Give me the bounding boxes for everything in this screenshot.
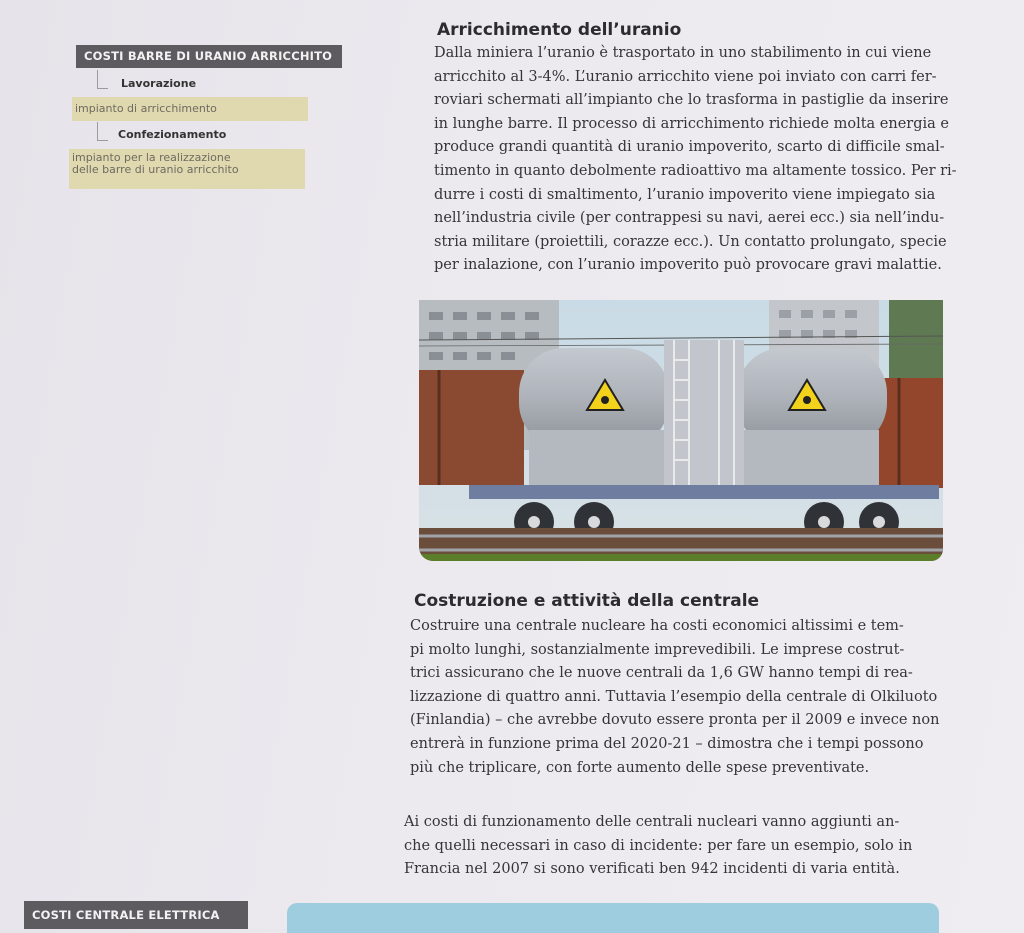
section-title-costruzione: Costruzione e attività della centrale bbox=[414, 591, 760, 611]
text-line: pi molto lunghi, sostanzialmente imprevedibili. Le imprese costrut- bbox=[410, 641, 905, 658]
section-title-arricchimento: Arricchimento dell’uranio bbox=[437, 20, 682, 40]
down-arrow-icon bbox=[97, 122, 108, 141]
text-line: lizzazione di quattro anni. Tuttavia l’esempio della centrale di Olkiluoto bbox=[410, 688, 938, 705]
paragraph-arricchimento bbox=[434, 42, 957, 278]
text-line: Francia nel 2007 si sono verificati ben 942 incidenti di varia entità. bbox=[404, 861, 900, 878]
box-line-1: impianto per la realizzazione bbox=[72, 151, 231, 164]
down-arrow-icon bbox=[97, 70, 108, 89]
text-line: trici assicurano che le nuove centrali da 1,6 GW hanno tempi di rea- bbox=[410, 665, 913, 682]
step-label-lavorazione: Lavorazione bbox=[121, 77, 197, 90]
text-line: roviari schermati all’impianto che lo trasforma in pastiglie da inserire bbox=[434, 92, 949, 109]
text-line: stria militare (proiettili, corazze ecc.). Un contatto prolungato, specie bbox=[434, 233, 947, 250]
box-impianto-barre bbox=[69, 149, 305, 189]
text-line: durre i costi di smaltimento, l’uranio impoverito viene impiegato sia bbox=[434, 186, 936, 203]
box-impianto-arricchimento bbox=[72, 97, 308, 121]
text-line: che quelli necessari in caso di incidente: per fare un esempio, solo in bbox=[404, 837, 913, 854]
text-line: produce grandi quantità di uranio impoverito, scarto di difficile smal- bbox=[434, 139, 945, 156]
paragraph-incidenti bbox=[404, 811, 942, 882]
sidebar-footer-header: COSTI CENTRALE ELETTRICA bbox=[24, 901, 248, 929]
paragraph-costruzione bbox=[410, 615, 940, 780]
sidebar-header: COSTI BARRE DI URANIO ARRICCHITO bbox=[76, 45, 342, 68]
text-line: Costruire una centrale nucleare ha costi economici altissimi e tem- bbox=[410, 618, 904, 634]
text-line: (Finlandia) – che avrebbe dovuto essere pronta per il 2009 e invece non bbox=[410, 712, 940, 729]
text-line: per inalazione, con l’uranio impoverito può provocare gravi malattie. bbox=[434, 257, 942, 274]
text-line: Ai costi di funzionamento delle centrali nucleari vanno aggiunti an- bbox=[404, 814, 900, 830]
text-line: arricchito al 3-4%. L’uranio arricchito viene poi inviato con carri fer- bbox=[434, 68, 937, 85]
text-line: più che triplicare, con forte aumento delle spese preventivate. bbox=[410, 759, 870, 776]
photo-uranium-rail-wagon bbox=[419, 300, 943, 561]
step-label-confezionamento: Confezionamento bbox=[118, 128, 227, 141]
text-line: entrerà in funzione prima del 2020-21 – dimostra che i tempi possono bbox=[410, 735, 924, 752]
text-line: Dalla miniera l’uranio è trasportato in uno stabilimento in cui viene bbox=[434, 45, 932, 61]
text-line: nell’industria civile (per contrappesi su navi, aerei ecc.) sia nell’indu- bbox=[434, 210, 945, 227]
box-label: impianto di arricchimento bbox=[75, 102, 217, 115]
text-line: timento in quanto debolmente radioattivo ma altamente tossico. Per ri- bbox=[434, 162, 957, 179]
box-line-2: delle barre di uranio arricchito bbox=[72, 163, 239, 176]
text-line: in lunghe barre. Il processo di arricchimento richiede molta energia e bbox=[434, 115, 949, 132]
